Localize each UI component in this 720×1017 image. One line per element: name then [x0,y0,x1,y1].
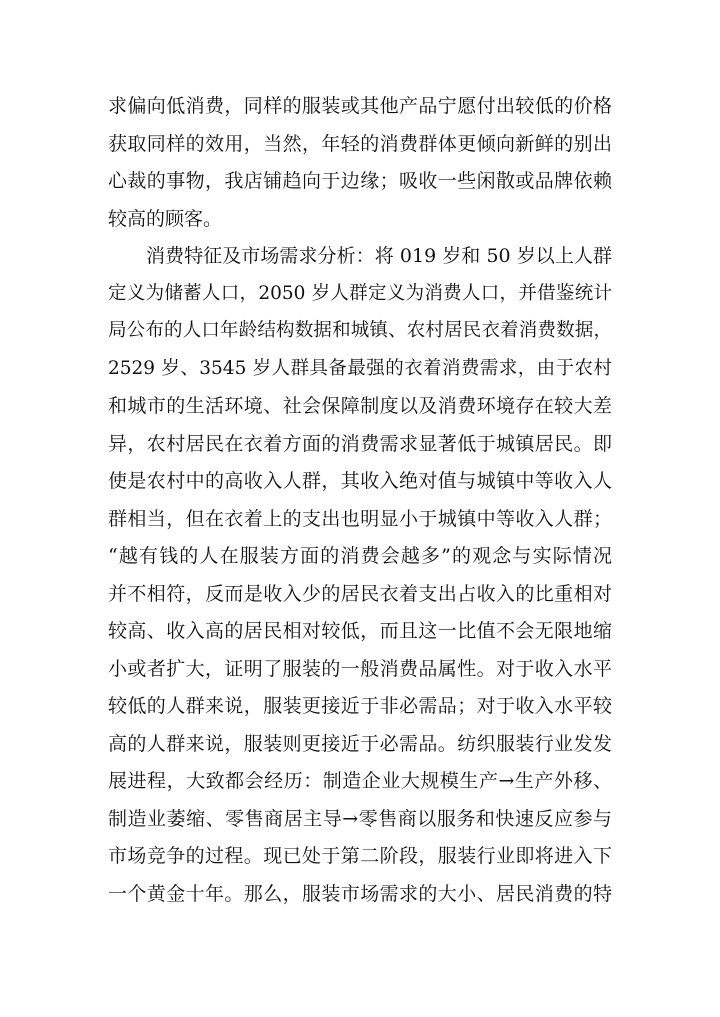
text-line: 局公布的人口年龄结构数据和城镇、农村居民衣着消费数据， [108,320,612,341]
text-line: 制造业萎缩、零售商居主导→零售商以服务和快速反应参与 [108,808,612,830]
text-line: 并不相符，反而是收入少的居民衣着支出占收入的比重相对 [108,583,612,605]
paragraph-start-line: 消费特征及市场需求分析：将 019 岁和 50 岁以上人群 [146,245,612,267]
text-line: 较低的人群来说，服装更接近于非必需品；对于收入水平较 [108,695,612,717]
text-line: 群相当，但在衣着上的支出也明显小于城镇中等收入人群； [108,508,612,530]
text-line: 市场竞争的过程。现已处于第二阶段，服装行业即将进入下 [108,845,612,867]
text-line: 高的人群来说，服装则更接近于必需品。纺织服装行业发发 [108,733,612,755]
text-line: 使是农村中的高收入人群，其收入绝对值与城镇中等收入人 [108,470,612,492]
text-line: 较高、收入高的居民相对较低，而且这一比值不会无限地缩 [108,620,612,642]
text-line: 小或者扩大，证明了服装的一般消费品属性。对于收入水平 [108,658,612,680]
text-line: 2529 岁、3545 岁人群具备最强的衣着消费需求，由于农村 [108,358,612,379]
text-line: 一个黄金十年。那么，服装市场需求的大小、居民消费的特 [108,883,612,905]
text-line: 获取同样的效用，当然，年轻的消费群体更倾向新鲜的别出 [108,133,612,155]
text-line: “越有钱的人在服装方面的消费会越多”的观念与实际情况 [108,545,612,567]
text-line: 较高的顾客。 [108,208,223,230]
text-line: 展进程，大致都会经历：制造企业大规模生产→生产外移、 [108,770,612,792]
text-line: 心裁的事物，我店铺趋向于边缘；吸收一些闲散或品牌依赖 [108,170,612,192]
text-line: 定义为储蓄人口，2050 岁人群定义为消费人口，并借鉴统计 [108,283,612,304]
text-line: 异，农村居民在衣着方面的消费需求显著低于城镇居民。即 [108,433,612,455]
text-line: 和城市的生活环境、社会保障制度以及消费环境存在较大差 [108,395,612,417]
text-line: 求偏向低消费，同样的服装或其他产品宁愿付出较低的价格 [108,95,612,117]
